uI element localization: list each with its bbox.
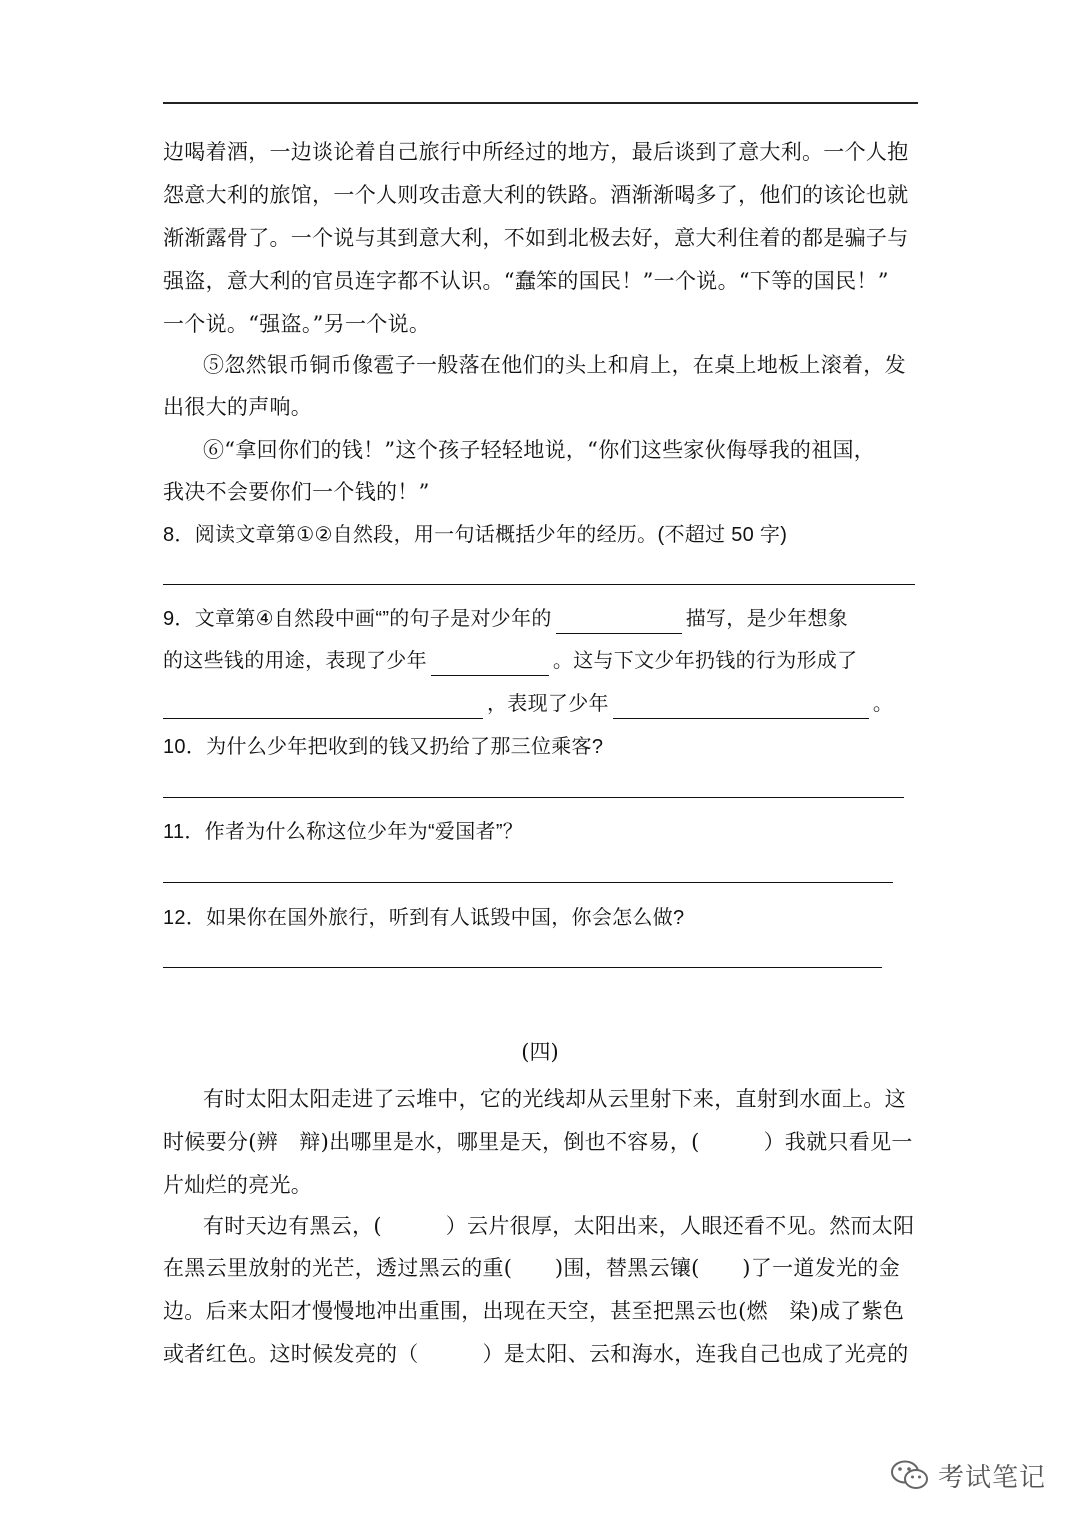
paragraph-5-line: ⑤忽然银币铜币像雹子一般落在他们的头上和肩上，在桌上地板上滚着，发 bbox=[203, 353, 906, 377]
section-4-p2-line: 或者红色。这时候发亮的（ ）是太阳、云和海水，连我自己也成了光亮的 bbox=[163, 1342, 909, 1366]
question-8: 8．阅读文章第①②自然段，用一句话概括少年的经历。(不超过 50 字) bbox=[163, 524, 788, 546]
question-9-text: 。 bbox=[872, 693, 894, 715]
question-9-line-1 bbox=[163, 604, 918, 634]
question-9-text: ，表现了少年 bbox=[487, 693, 609, 715]
question-9-text: 9．文章第④自然段中画“”的句子是对少年的 bbox=[163, 608, 552, 630]
answer-line-10[interactable] bbox=[163, 797, 904, 798]
wechat-icon bbox=[890, 1459, 930, 1493]
question-12: 12．如果你在国外旅行，听到有人诋毁中国，你会怎么做? bbox=[163, 907, 685, 929]
top-rule bbox=[163, 102, 918, 104]
blank-9-3[interactable] bbox=[163, 696, 483, 719]
watermark-text: 考试笔记 bbox=[937, 1463, 1046, 1493]
paragraph-6-line: ⑥“拿回你们的钱！”这个孩子轻轻地说，“你们这些家伙侮辱我的祖国， bbox=[203, 438, 876, 462]
section-4-p2-line: 有时天边有黑云，( ）云片很厚，太阳出来，人眼还看不见。然而太阳 bbox=[203, 1214, 915, 1238]
section-4-p2-line: 在黑云里放射的光芒，透过黑云的重( )围，替黑云镶( )了一道发光的金 bbox=[163, 1256, 900, 1280]
answer-line-11[interactable] bbox=[163, 882, 893, 883]
question-9-text: 。这与下文少年扔钱的行为形成了 bbox=[552, 650, 858, 672]
section-heading: (四) bbox=[521, 1040, 559, 1064]
section-4-p1-line: 有时太阳太阳走进了云堆中，它的光线却从云里射下来，直射到水面上。这 bbox=[203, 1087, 906, 1111]
question-9-line-3 bbox=[163, 689, 918, 719]
passage-line: 怨意大利的旅馆，一个人则攻击意大利的铁路。酒渐渐喝多了，他们的该论也就 bbox=[163, 183, 909, 207]
question-9-text: 描写，是少年想象 bbox=[685, 608, 849, 630]
blank-9-4[interactable] bbox=[613, 696, 869, 719]
blank-9-2[interactable] bbox=[431, 653, 549, 676]
watermark bbox=[890, 1457, 1046, 1494]
section-4-p1-line: 片灿烂的亮光。 bbox=[163, 1173, 313, 1197]
passage-line: 强盗，意大利的官员连字都不认识。“蠢笨的国民！”一个说。“下等的国民！” bbox=[163, 269, 889, 293]
answer-line-12[interactable] bbox=[163, 967, 882, 968]
passage-line: 渐渐露骨了。一个说与其到意大利，不如到北极去好，意大利住着的都是骗子与 bbox=[163, 226, 909, 250]
section-4-p2-line: 边。后来太阳才慢慢地冲出重围，出现在天空，甚至把黑云也(燃 染)成了紫色 bbox=[163, 1299, 905, 1323]
question-10: 10．为什么少年把收到的钱又扔给了那三位乘客? bbox=[163, 736, 604, 758]
question-9-line-2 bbox=[163, 646, 918, 676]
blank-9-1[interactable] bbox=[556, 611, 682, 634]
question-9-text: 的这些钱的用途，表现了少年 bbox=[163, 650, 427, 672]
question-11: 11．作者为什么称这位少年为“爱国者”？ bbox=[163, 821, 524, 843]
passage-line: 一个说。“强盗。”另一个说。 bbox=[163, 312, 431, 336]
answer-line-8[interactable] bbox=[163, 584, 915, 585]
paragraph-5-line: 出很大的声响。 bbox=[163, 395, 313, 419]
paragraph-6-line: 我决不会要你们一个钱的！” bbox=[163, 480, 430, 504]
passage-line: 边喝着酒，一边谈论着自己旅行中所经过的地方，最后谈到了意大利。一个人抱 bbox=[163, 140, 909, 164]
section-4-p1-line: 时候要分(辨 辩)出哪里是水，哪里是天，倒也不容易，( ）我就只看见一 bbox=[163, 1130, 913, 1154]
